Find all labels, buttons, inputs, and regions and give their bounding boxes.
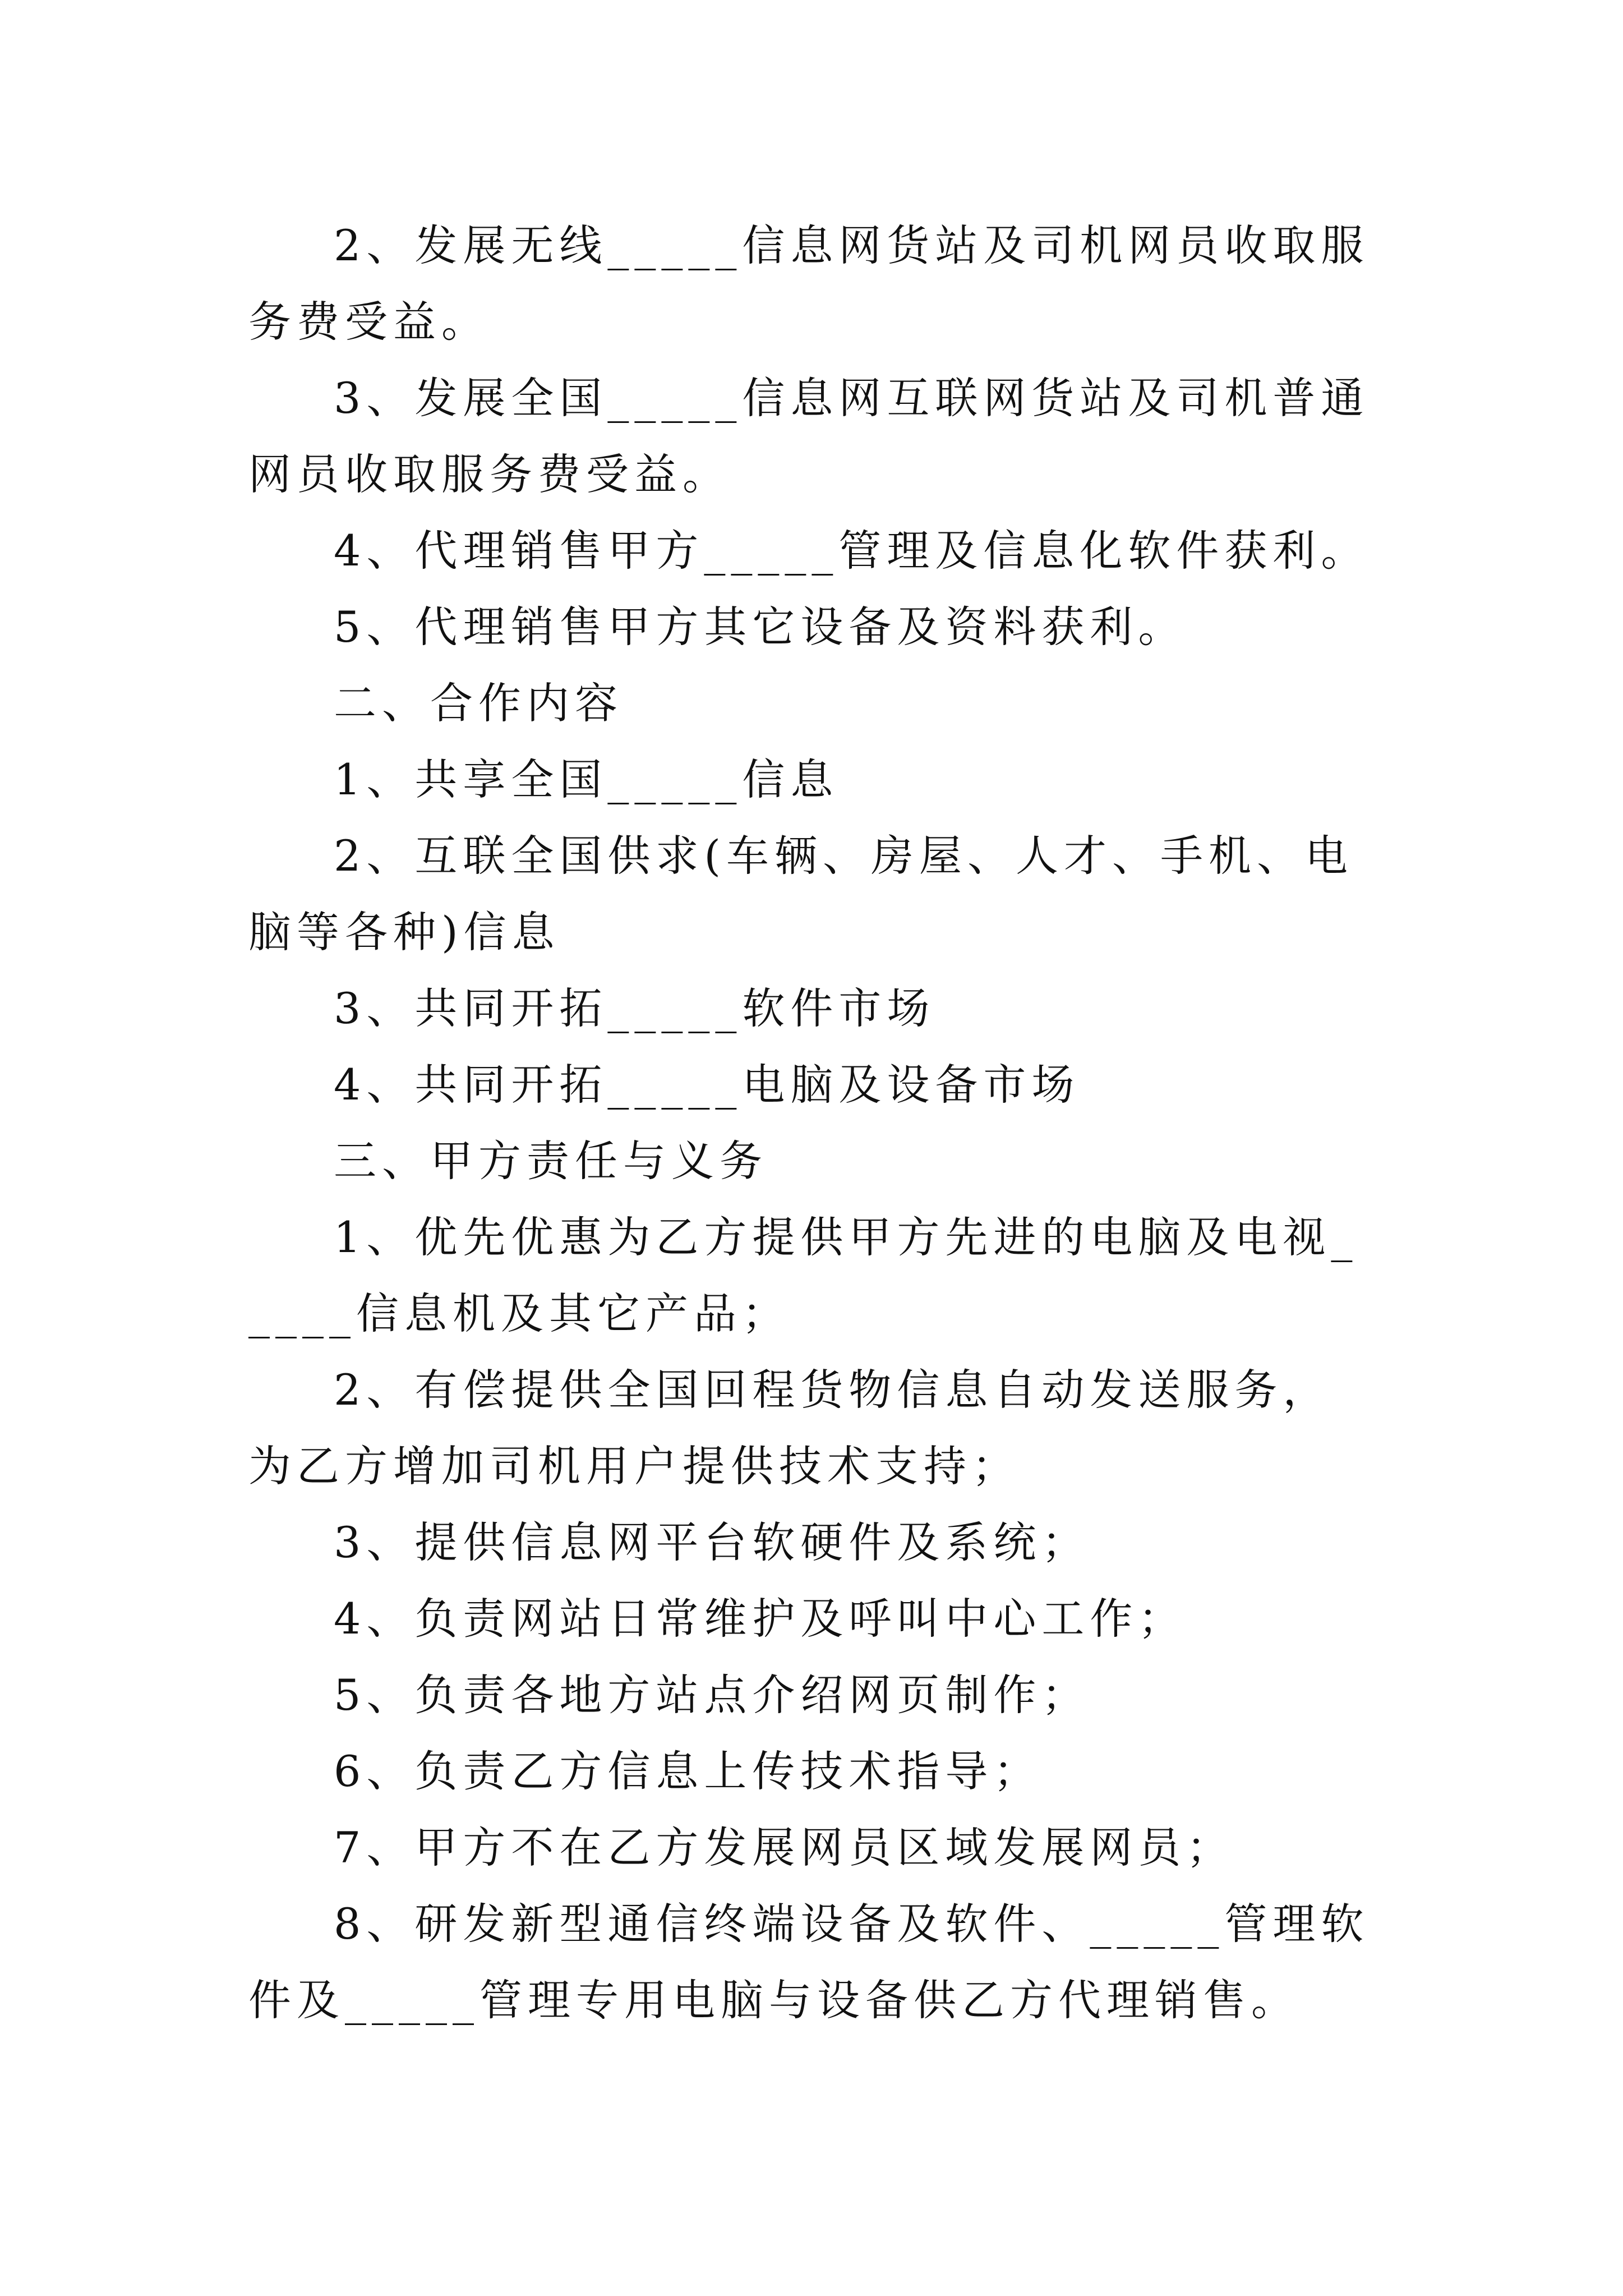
section-heading-cooperation: 二、合作内容 (334, 678, 623, 728)
paragraph-benefit-4: 4、代理销售甲方_____管理及信息化软件获利。 (334, 526, 1370, 576)
paragraph-duty-4: 4、负责网站日常维护及呼叫中心工作； (334, 1594, 1187, 1644)
paragraph-cooperation-4: 4、共同开拓_____电脑及设备市场 (334, 1060, 1080, 1110)
paragraph-benefit-2: 2、发展无线_____信息网货站及司机网员收取服务费受益。 (248, 220, 1370, 347)
paragraph-cooperation-2: 2、互联全国供求(车辆、房屋、人才、手机、电脑等各种)信息 (248, 831, 1354, 957)
paragraph-duty-1: 1、优先优惠为乙方提供甲方先进的电脑及电视_____信息机及其它产品； (248, 1212, 1358, 1338)
paragraph-duty-3: 3、提供信息网平台软硬件及系统； (334, 1517, 1090, 1567)
paragraph-cooperation-1: 1、共享全国_____信息 (334, 754, 839, 804)
paragraph-benefit-3: 3、发展全国_____信息网互联网货站及司机普通网员收取服务费受益。 (248, 373, 1370, 499)
paragraph-duty-2: 2、有偿提供全国回程货物信息自动发送服务，为乙方增加司机用户提供技术支持； (248, 1365, 1331, 1491)
paragraph-duty-5: 5、负责各地方站点介绍网页制作； (334, 1670, 1090, 1720)
paragraph-duty-6: 6、负责乙方信息上传技术指导； (334, 1746, 1042, 1796)
paragraph-benefit-5: 5、代理销售甲方其它设备及资料获利。 (334, 602, 1187, 652)
paragraph-cooperation-3: 3、共同开拓_____软件市场 (334, 983, 935, 1033)
section-heading-party-a-duties: 三、甲方责任与义务 (334, 1136, 768, 1186)
paragraph-duty-7: 7、甲方不在乙方发展网员区域发展网员； (334, 1823, 1235, 1872)
paragraph-duty-8: 8、研发新型通信终端设备及软件、_____管理软件及_____管理专用电脑与设备供乙方代理销售。 (248, 1899, 1370, 2025)
document-page (248, 208, 1376, 2039)
